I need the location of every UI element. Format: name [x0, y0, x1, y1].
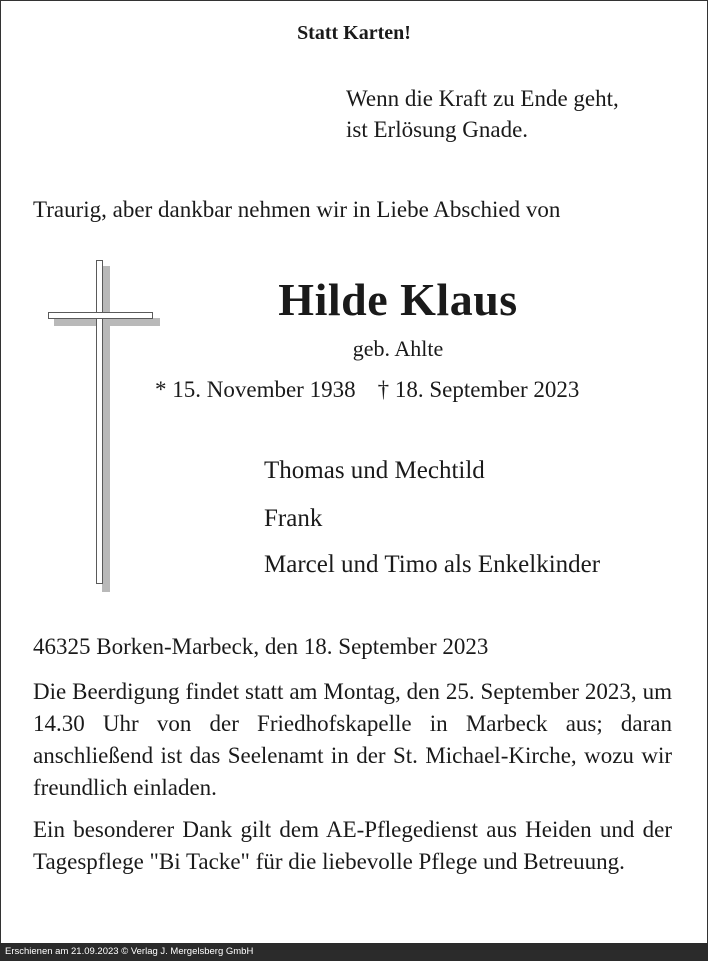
footer-bar [0, 943, 708, 961]
motto-line-1: Wenn die Kraft zu Ende geht, [346, 86, 619, 111]
birth-date: * 15. November 1938 [155, 377, 356, 402]
motto-line-2: ist Erlösung Gnade. [346, 117, 529, 142]
intro-text: Traurig, aber dankbar nehmen wir in Liebe Abschied von [33, 197, 561, 222]
funeral-info: Die Beerdigung findet statt am Montag, den 25. September 2023, um 14.30 Uhr von der Friedhofskapelle in Marbeck aus; daran anschließend ist das Seelenamt in der St. Michael-Kirche, wozu wir freundlich einladen. [33, 679, 672, 800]
place-date: 46325 Borken-Marbeck, den 18. September 2023 [33, 634, 489, 659]
life-dates [155, 377, 579, 403]
deceased-name: Hilde Klaus [278, 274, 518, 325]
death-date: † 18. September 2023 [377, 377, 580, 402]
mourner-line: Thomas und Mechtild [264, 457, 485, 484]
header-title: Statt Karten! [297, 22, 411, 44]
mourner-line: Frank [264, 505, 323, 532]
thanks-note: Ein besonderer Dank gilt dem AE-Pflegedienst aus Heiden und der Tagespflege "Bi Tacke" für die liebevolle Pflege und Betreuung. [33, 817, 672, 874]
publication-note: Erschienen am 21.09.2023 © Verlag J. Mergelsberg GmbH [5, 946, 254, 957]
birth-name: geb. Ahlte [352, 336, 444, 361]
mourner-line: Marcel und Timo als Enkelkinder [264, 551, 601, 578]
